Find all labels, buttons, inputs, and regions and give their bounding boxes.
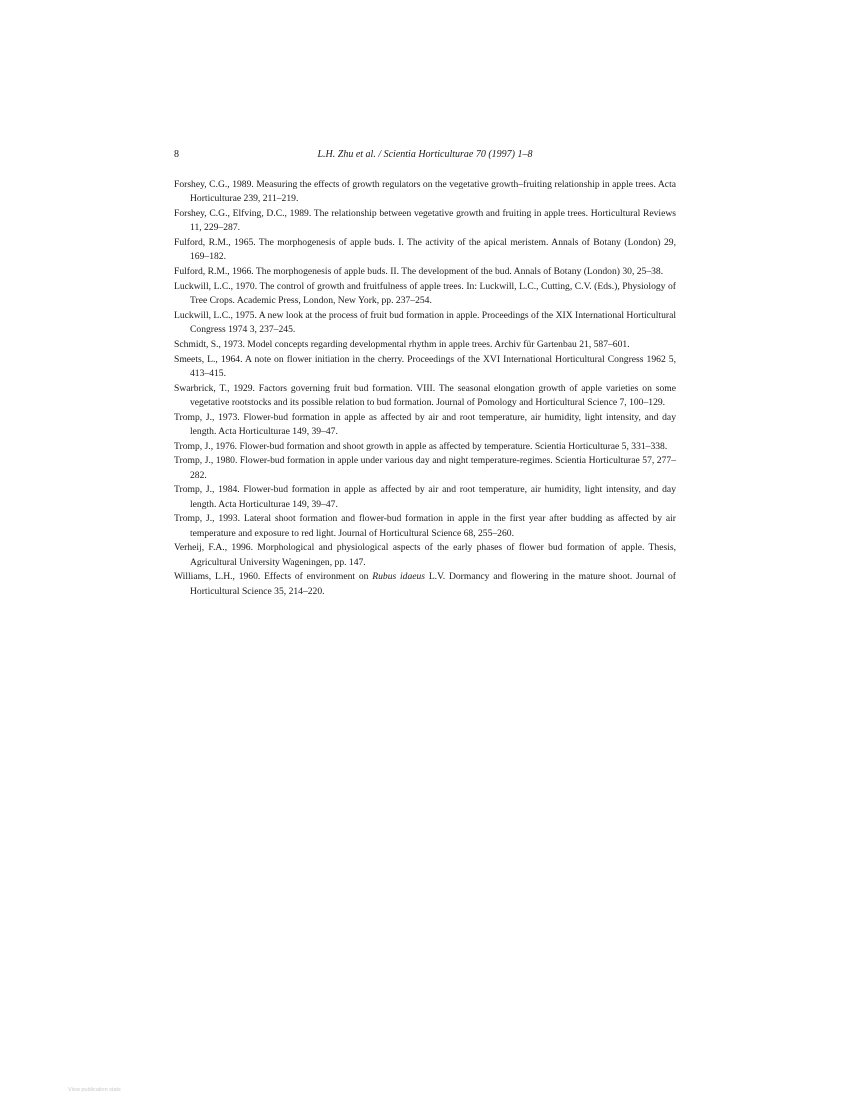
reference-item: Tromp, J., 1973. Flower-bud formation in apple as affected by air and root temperature, air humidity, light intensity, and day length. Acta Horticulturae 149, 39–47. bbox=[174, 411, 676, 437]
reference-item: Swarbrick, T., 1929. Factors governing fruit bud formation. VIII. The seasonal elongation growth of apple varieties on some vegetative rootstocks and its possible relation to bud formation. Journal of Pomology and Horticultural Science 7, 100–129. bbox=[174, 382, 676, 408]
reference-item: Luckwill, L.C., 1970. The control of growth and fruitfulness of apple trees. In: Luckwill, L.C., Cutting, C.V. (Eds.), Physiology of Tree Crops. Academic Press, London, New York, pp. 237–254. bbox=[174, 280, 676, 306]
reference-item: Fulford, R.M., 1966. The morphogenesis of apple buds. II. The development of the bud. Annals of Botany (London) 30, 25–38. bbox=[174, 266, 664, 277]
reference-text: L.V. Dormancy and flowering in the mature shoot. Journal of Horticultural Science 35, 214–220. bbox=[190, 571, 676, 597]
reference-item: Forshey, C.G., Elfving, D.C., 1989. The relationship between vegetative growth and fruiting in apple trees. Horticultural Reviews 11, 229–287. bbox=[174, 208, 676, 234]
page-number: 8 bbox=[174, 149, 179, 160]
reference-item: Forshey, C.G., 1989. Measuring the effects of growth regulators on the vegetative growth–fruiting relationship in apple trees. Acta Horticulturae 239, 211–219. bbox=[174, 179, 676, 205]
reference-item: Tromp, J., 1993. Lateral shoot formation and flower-bud formation in apple in the first year after budding as affected by air temperature and exposure to red light. Journal of Horticultural Science 68, 255–260. bbox=[174, 513, 676, 539]
reference-item: Tromp, J., 1984. Flower-bud formation in apple as affected by air and root temperature, air humidity, light intensity, and day length. Acta Horticulturae 149, 39–47. bbox=[174, 484, 676, 510]
reference-text: Williams, L.H., 1960. Effects of environment on bbox=[174, 571, 373, 583]
running-head: L.H. Zhu et al. / Scientia Horticulturae 70 (1997) 1–8 bbox=[317, 149, 533, 160]
reference-item: Smeets, L., 1964. A note on flower initiation in the cherry. Proceedings of the XVI International Horticultural Congress 1962 5, 413–415. bbox=[174, 353, 676, 379]
species-name: Rubus idaeus bbox=[372, 571, 426, 583]
reference-list bbox=[174, 178, 676, 599]
page-header bbox=[174, 147, 676, 163]
reference-item bbox=[174, 570, 676, 598]
reference-item: Tromp, J., 1980. Flower-bud formation in apple under various day and night temperature-regimes. Scientia Horticulturae 57, 277–282. bbox=[174, 455, 676, 481]
view-publication-stats-link[interactable]: View publication stats bbox=[68, 1087, 121, 1093]
reference-item: Verheij, F.A., 1996. Morphological and physiological aspects of the early phases of flower bud formation of apple. Thesis, Agricultural University Wageningen, pp. 147. bbox=[174, 542, 676, 568]
reference-item: Fulford, R.M., 1965. The morphogenesis of apple buds. I. The activity of the apical meristem. Annals of Botany (London) 29, 169–182. bbox=[174, 237, 676, 263]
reference-item: Luckwill, L.C., 1975. A new look at the process of fruit bud formation in apple. Proceedings of the XIX International Horticultural Congress 1974 3, 237–245. bbox=[174, 309, 676, 335]
reference-item: Tromp, J., 1976. Flower-bud formation and shoot growth in apple as affected by temperature. Scientia Horticulturae 5, 331–338. bbox=[174, 440, 668, 452]
reference-item: Schmidt, S., 1973. Model concepts regarding developmental rhythm in apple trees. Archiv für Gartenbau 21, 587–601. bbox=[174, 338, 630, 350]
